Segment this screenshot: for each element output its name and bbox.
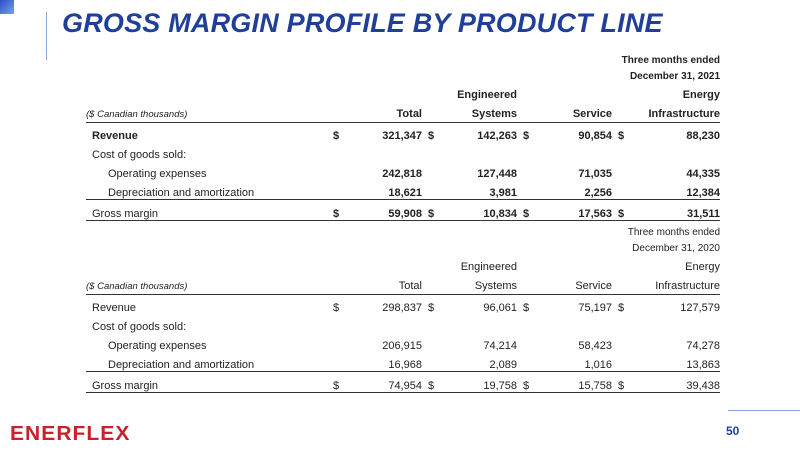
- col-header-engineered-line1: Engineered: [457, 89, 517, 101]
- value-total: 18,621: [388, 187, 422, 199]
- value-energy: 13,863: [686, 359, 720, 371]
- value-service: 90,854: [578, 130, 612, 142]
- period-line-1: Three months ended: [621, 55, 721, 66]
- currency-symbol: $: [517, 372, 535, 393]
- value-service: 17,563: [535, 200, 612, 221]
- col-header-total: Total: [326, 101, 422, 123]
- table-row-operating-expenses: [86, 161, 720, 180]
- page-number: 50: [726, 424, 740, 438]
- col-header-engineered-line2: Systems: [422, 273, 517, 295]
- currency-symbol: $: [617, 302, 625, 314]
- table-row-depreciation: [86, 180, 720, 200]
- value-energy: 127,579: [680, 302, 720, 314]
- table-row-depreciation: [86, 352, 720, 372]
- col-header-service: Service: [517, 273, 612, 295]
- period-line-2: December 31, 2020: [632, 243, 720, 254]
- period-line-2: December 31, 2021: [629, 71, 721, 82]
- col-header-engineered-line2: Systems: [422, 101, 517, 123]
- value-service: 75,197: [578, 302, 612, 314]
- col-header-energy-line2: Infrastructure: [612, 101, 720, 123]
- value-engineered: 2,089: [489, 359, 517, 371]
- units-label: ($ Canadian thousands): [86, 273, 326, 295]
- currency-symbol: $: [422, 372, 440, 393]
- table-row-operating-expenses: [86, 333, 720, 352]
- enerflex-logo: ENERFLEX: [10, 423, 131, 445]
- currency-symbol: $: [612, 372, 630, 393]
- value-service: 58,423: [578, 340, 612, 352]
- currency-symbol: $: [612, 200, 630, 221]
- row-label: Revenue: [92, 130, 138, 142]
- period-line-1: Three months ended: [627, 227, 720, 238]
- currency-symbol: $: [332, 130, 340, 142]
- row-label: Gross margin: [86, 200, 326, 221]
- value-service: 1,016: [584, 359, 612, 371]
- value-total: 16,968: [388, 359, 422, 371]
- value-energy: 74,278: [686, 340, 720, 352]
- row-label: Operating expenses: [108, 340, 207, 352]
- col-header-total: Total: [326, 273, 422, 295]
- value-engineered: 127,448: [477, 168, 517, 180]
- value-energy: 39,438: [630, 372, 720, 393]
- value-service: 15,758: [535, 372, 612, 393]
- table-row-revenue: [86, 295, 720, 315]
- row-label: Cost of goods sold:: [92, 321, 187, 333]
- value-energy: 31,511: [630, 200, 720, 221]
- footer-divider: [728, 410, 800, 411]
- value-service: 2,256: [584, 187, 612, 199]
- value-total: 74,954: [346, 372, 422, 393]
- row-label: Revenue: [92, 302, 137, 314]
- row-label: Gross margin: [86, 372, 326, 393]
- table-row-cogs: [86, 314, 720, 333]
- currency-symbol: $: [326, 372, 346, 393]
- table-row-revenue: [86, 123, 720, 143]
- value-energy: 44,335: [686, 168, 721, 180]
- row-label: Depreciation and amortization: [108, 359, 255, 371]
- value-engineered: 19,758: [440, 372, 517, 393]
- currency-symbol: $: [522, 130, 530, 142]
- currency-symbol: $: [617, 130, 625, 142]
- row-label: Cost of goods sold:: [92, 149, 187, 161]
- table-row-gross-margin: [86, 200, 720, 221]
- table-row-gross-margin: [86, 372, 720, 393]
- value-total: 206,915: [382, 340, 422, 352]
- value-total: 321,347: [382, 130, 422, 142]
- value-energy: 88,230: [686, 130, 721, 142]
- value-service: 71,035: [578, 168, 612, 180]
- units-label: ($ Canadian thousands): [86, 101, 326, 123]
- currency-symbol: $: [332, 302, 340, 314]
- table-row-cogs: [86, 142, 720, 161]
- value-engineered: 3,981: [489, 187, 517, 199]
- col-header-engineered-line1: Engineered: [460, 261, 517, 273]
- row-label: Depreciation and amortization: [108, 187, 255, 199]
- value-engineered: 10,834: [440, 200, 517, 221]
- gross-margin-table-2020: [86, 222, 720, 393]
- col-header-energy-line1: Energy: [685, 261, 720, 273]
- row-label: Operating expenses: [108, 168, 207, 180]
- currency-symbol: $: [427, 302, 435, 314]
- value-engineered: 96,061: [483, 302, 517, 314]
- value-total: 59,908: [346, 200, 422, 221]
- currency-symbol: $: [326, 200, 346, 221]
- col-header-energy-line1: Energy: [682, 89, 721, 101]
- col-header-energy-line2: Infrastructure: [612, 273, 720, 295]
- value-engineered: 74,214: [483, 340, 517, 352]
- title-divider: [46, 12, 47, 60]
- gross-margin-table-2021: [86, 50, 720, 221]
- value-engineered: 142,263: [477, 130, 517, 142]
- col-header-service: Service: [517, 101, 612, 123]
- currency-symbol: $: [517, 200, 535, 221]
- currency-symbol: $: [427, 130, 435, 142]
- value-total: 298,837: [382, 302, 422, 314]
- value-total: 242,818: [382, 168, 422, 180]
- currency-symbol: $: [422, 200, 440, 221]
- page-title: GROSS MARGIN PROFILE BY PRODUCT LINE: [62, 8, 663, 38]
- value-energy: 12,384: [686, 187, 721, 199]
- currency-symbol: $: [522, 302, 530, 314]
- corner-accent: [0, 0, 14, 14]
